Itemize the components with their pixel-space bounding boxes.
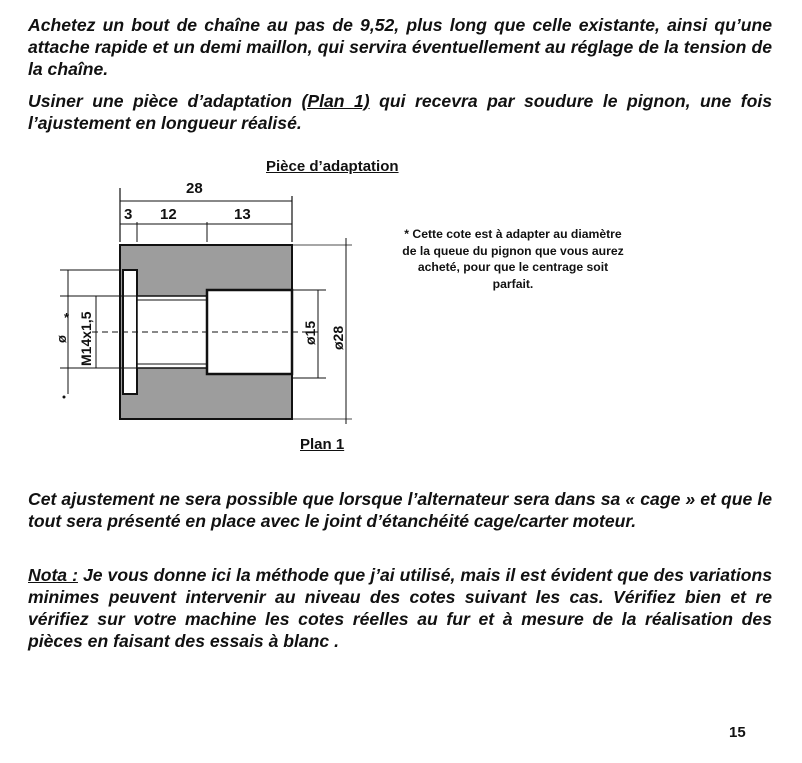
dimension-note: * Cette cote est à adapter au diamètre de la queue du pignon que vous aurez acheté, pour que le centrage soit parfait. (402, 227, 624, 291)
nota-text: Je vous donne ici la méthode que j’ai utilisé, mais il est évident que des variations minimes peuvent intervenir au niveau des cotes suivant les cas. Vérifiez bien et re vérifiez sur votre machine les cotes réelles au fur et à mesure de la réalisation des pièces en faisant des essais à blanc . (28, 565, 773, 651)
left-diameter-mark: ø (54, 335, 69, 343)
machining-text-start: Usiner une pièce d’adaptation (28, 91, 302, 111)
large-bore (207, 290, 292, 374)
plan-reference: (Plan 1) (301, 91, 370, 111)
dim-seg1-label: 3 (124, 206, 133, 223)
page-number: 15 (729, 724, 746, 741)
dot-mark (63, 396, 66, 399)
plan-label: Plan 1 (300, 436, 345, 453)
intro-paragraph: Achetez un bout de chaîne au pas de 9,52, plus long que celle existante, ainsi qu’une attache rapide et un demi maillon, qui servira éventuellement au réglage de la tension de la chaîne. (28, 15, 772, 79)
diam-large-label: ø28 (330, 325, 346, 350)
nota-label: Nota : (28, 565, 78, 585)
dim-seg3-label: 13 (234, 206, 251, 223)
dim-seg2-label: 12 (160, 206, 177, 223)
diagram-title: Pièce d’adaptation (266, 158, 399, 175)
machining-text-end: qui recevra par soudure le pignon, une fois l’ajustement en longueur réalisé. (28, 91, 772, 133)
thread-dim-label: M14x1,5 (78, 311, 94, 366)
dim-overall-label: 28 (186, 180, 203, 197)
adjustment-paragraph: Cet ajustement ne sera possible que lorsque l’alternateur sera dans sa « cage » et que le tout sera présenté en place avec le joint d’étanchéité cage/carter moteur. (28, 489, 772, 531)
left-asterisk-mark: * (64, 310, 70, 325)
diam-small-label: ø15 (302, 320, 318, 345)
nota-paragraph (28, 564, 772, 652)
